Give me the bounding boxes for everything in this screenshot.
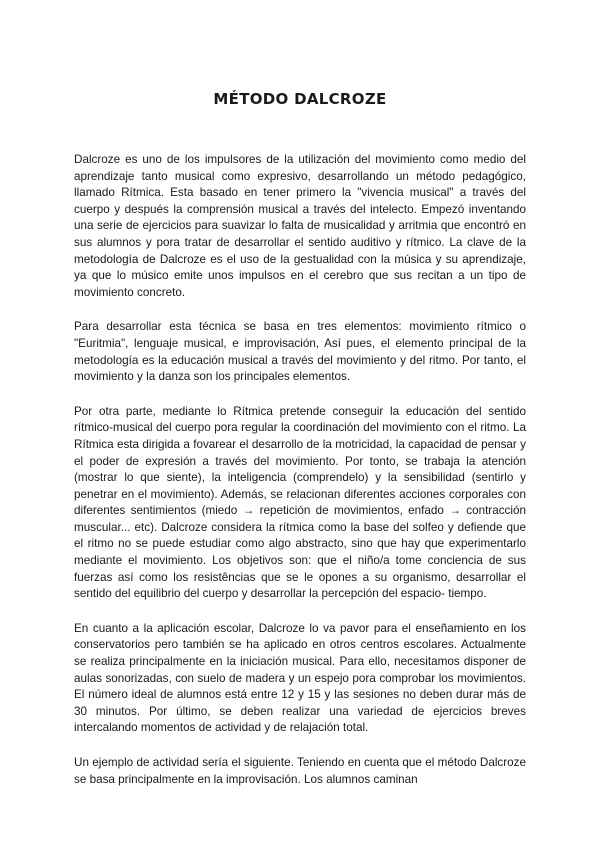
document-title: MÉTODO DALCROZE [213, 90, 387, 108]
paragraph-2: Para desarrollar esta técnica se basa en tres elementos: movimiento rítmico o "Euritmia", lenguaje musical, e improvisación, Así pues, el elemento principal de la metodología es la educación musical a través del movimiento y del ritmo. Por tanto, el movimiento y la danza son los principales elementos. [74, 320, 526, 384]
paragraph-1: Dalcroze es uno de los impulsores de la utilización del movimiento como medio del aprendizaje tanto musical como expresivo, desarrollando un método pedagógico, llamado Rítmica. Esta basado en tener primero la "vivencia musical" a través del cuerpo y después la comprensión musical a través del intelecto. Empezó inventando una serie de ejercicios para suavizar lo falta de musicalidad y arritmia que encontró en sus alumnos y pora tratar de desarrollar el sentido auditivo y rítmico. La clave de la metodología de Dalcroze es el uso de la gestualidad con la música y su aprendizaje, ya que lo músico emite unos impulsos en el cerebro que sus recitan a un tipo de movimiento concreto. [74, 153, 526, 299]
paragraph-3: Por otra parte, mediante lo Rítmica pretende conseguir la educación del sentido rítmico-musical del cuerpo pora regular la coordinación del movimiento con el ritmo. La Rítmica esta dirigida a fovarear el desarrollo de la motricidad, la capacidad de pensar y el poder de expresión a través del movimiento. Por tonto, se trabaja la atención (mostrar lo que siente), la inteligencia (comprendelo) y la sensibilidad (sentirlo y penetrar en el movimiento). Además, se relacionan diferentes acciones corporales con diferentes sentimientos (miedo → repetición de movimientos, enfado → contracción muscular... etc). Dalcroze considera la rítmica como la base del solfeo y defiende que el ritmo no se puede estudiar como algo abstracto, sino que hay que experimentarlo mediante el movimiento. Los objetivos son: que el niño/a tome conciencia de sus fuerzas así como los resistências que se le opones a su organismo, desarrollar el sentido del equilibrio del cuerpo y desarrollar la percepción del espacio- tiempo. [74, 404, 526, 601]
document-body [74, 152, 526, 788]
paragraph-4: En cuanto a la aplicación escolar, Dalcroze lo va pavor para el enseñamiento en los conservatorios pero también se ha aplicado en otros centros escolares. Actualmente se realiza principalmente en la iniciación musical. Para ello, necesitamos disponer de aulas sonorizadas, con suelo de madera y un espejo pora comprobar los movimientos. El número ideal de alumnos está entre 12 y 15 y las sesiones no deben durar más de 30 minutos. Por último, se deben realizar una variedad de ejercicios breves intercalando momentos de actividad y de relajación total. [74, 621, 526, 735]
paragraph-5: Un ejemplo de actividad sería el siguiente. Teniendo en cuenta que el método Dalcroze se basa principalmente en la improvisación. Los alumnos caminan [74, 756, 526, 786]
